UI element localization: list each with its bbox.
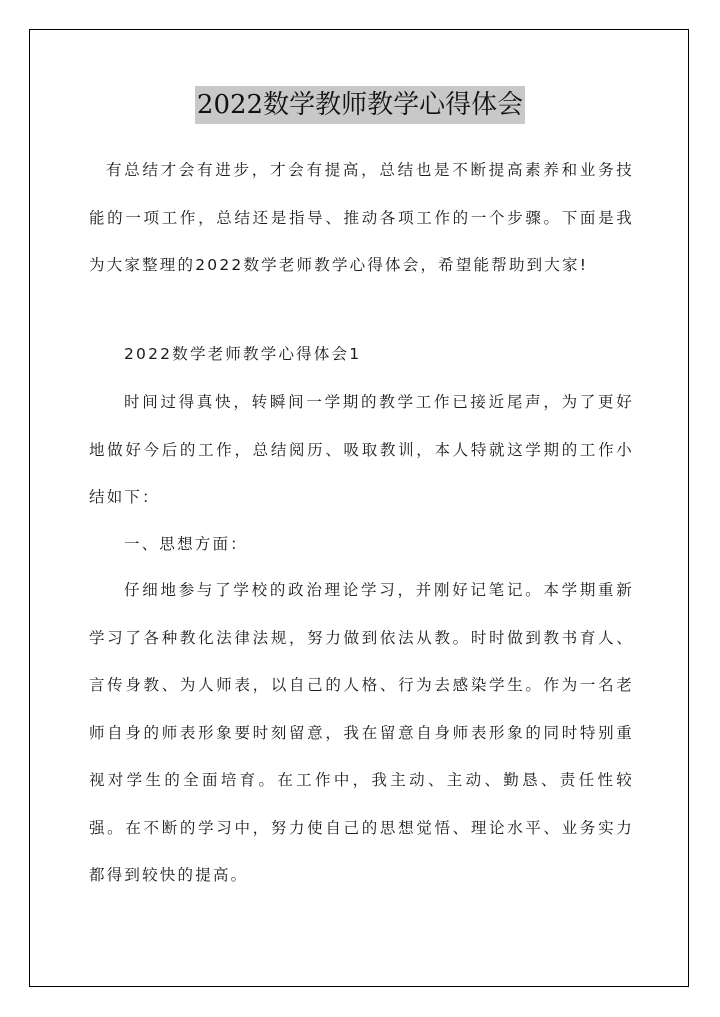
body-paragraph: 仔细地参与了学校的政治理论学习，并刚好记笔记。本学期重新学习了各种教化法律法规，努力做到依法从教。时时做到教书育人、言传身教、为人师表，以自己的人格、行为去感染学生。作为一名老师自身的师表形象要时刻留意，我在留意自身师表形象的同时特别重视对学生的全面培育。在工作中，我主动、主动、勤恳、责任性较强。在不断的学习中，努力使自己的思想觉悟、理论水平、业务实力都得到较快的提高。 bbox=[89, 581, 634, 884]
body-paragraph: 时间过得真快，转瞬间一学期的教学工作已接近尾声，为了更好地做好今后的工作，总结阅历、吸取教训，本人特就这学期的工作小结如下： bbox=[89, 393, 634, 506]
document-title-text: 2022数学教师教学心得体会 bbox=[195, 86, 525, 124]
section-heading: 2022数学老师教学心得体会1 bbox=[124, 345, 362, 363]
intro-paragraph: 有总结才会有进步，才会有提高，总结也是不断提高素养和业务技能的一项工作，总结还是指导、推动各项工作的一个步骤。下面是我为大家整理的2022数学老师教学心得体会，希望能帮助到大家! bbox=[89, 161, 634, 274]
document-title bbox=[0, 86, 720, 126]
subsection-heading: 一、思想方面： bbox=[124, 535, 248, 553]
